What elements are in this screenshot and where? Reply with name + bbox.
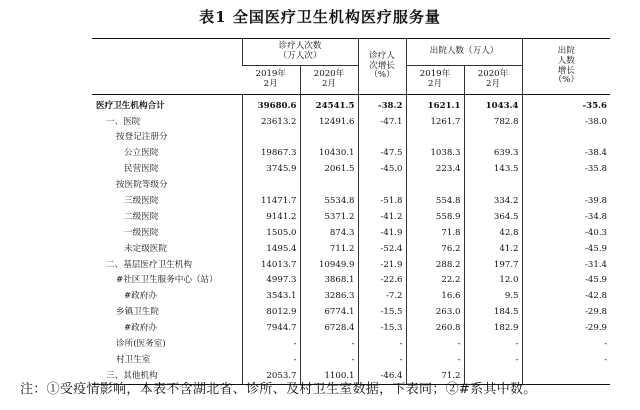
cell-discharge-2020: -: [464, 336, 522, 352]
row-label: [92, 241, 242, 257]
row-label: [92, 352, 242, 368]
header-visits-group: 诊疗人次数 （万人次）: [242, 39, 358, 66]
table-row: [92, 273, 610, 289]
cell-discharge-growth: -: [522, 336, 610, 352]
cell-visits-growth: -7.2: [358, 289, 406, 305]
cell-discharge-2019: 22.2: [406, 273, 464, 289]
cell-discharge-growth: -40.3: [522, 225, 610, 241]
cell-discharge-2020: 12.0: [464, 273, 522, 289]
cell-discharge-2020: 42.8: [464, 225, 522, 241]
cell-discharge-2019: 263.0: [406, 305, 464, 321]
row-label: [92, 114, 242, 130]
cell-discharge-2019: 1038.3: [406, 146, 464, 162]
cell-discharge-2020: -: [464, 352, 522, 368]
cell-visits-2020: 711.2: [300, 241, 358, 257]
cell-visits-2019: 9141.2: [242, 209, 300, 225]
cell-discharge-growth: -31.4: [522, 257, 610, 273]
row-label: 医疗卫生机构合计: [96, 100, 165, 111]
cell-discharge-2019: 71.2: [406, 368, 464, 384]
cell-visits-2020: 12491.6: [300, 114, 358, 130]
table-row: [92, 352, 610, 368]
cell-visits-2019: 23613.2: [242, 114, 300, 130]
cell-discharge-growth: -45.9: [522, 273, 610, 289]
cell-visits-2020: 3286.3: [300, 289, 358, 305]
header-discharge-growth: 出院 人数 增长 （%）: [522, 39, 610, 95]
cell-discharge-growth: -42.8: [522, 289, 610, 305]
cell-discharge-2020: 143.5: [464, 162, 522, 178]
row-label: [92, 336, 242, 352]
cell-visits-growth: -15.3: [358, 320, 406, 336]
cell-visits-growth: -46.4: [358, 368, 406, 384]
cell-discharge-growth: -29.8: [522, 305, 610, 321]
row-label-text: 公立医院: [124, 148, 159, 159]
table-row: [92, 257, 610, 273]
header-visits-2020: 2020年 2月: [300, 66, 358, 95]
row-label-text: 乡镇卫生院: [116, 307, 159, 318]
row-label-text: #政府办: [124, 323, 157, 334]
cell-discharge-2020: 364.5: [464, 209, 522, 225]
header-discharge-2020: 2020年 2月: [464, 66, 522, 95]
cell-discharge-growth: -29.9: [522, 320, 610, 336]
cell-visits-growth: -38.2: [358, 95, 406, 114]
cell-visits-2020: 2061.5: [300, 162, 358, 178]
table-body: [92, 95, 610, 385]
cell-visits-growth: -22.6: [358, 273, 406, 289]
cell-discharge-2020: [464, 177, 522, 193]
table-row: [92, 114, 610, 130]
row-label: [92, 289, 242, 305]
table-row: [92, 289, 610, 305]
cell-discharge-2019: 554.8: [406, 193, 464, 209]
cell-discharge-2020: 782.8: [464, 114, 522, 130]
cell-visits-2020: -: [300, 336, 358, 352]
row-label-text: 三级医院: [124, 195, 159, 206]
cell-discharge-2020: [464, 130, 522, 146]
row-label-text: #政府办: [124, 291, 157, 302]
header-discharge-2019: 2019年 2月: [406, 66, 464, 95]
table-row: [92, 177, 610, 193]
cell-discharge-2019: 71.8: [406, 225, 464, 241]
row-label-text: #社区卫生服务中心（站）: [116, 275, 218, 286]
row-label-text: 二级医院: [124, 211, 159, 222]
cell-visits-2019: 11471.7: [242, 193, 300, 209]
row-label-text: 村卫生室: [116, 354, 151, 365]
header-discharge-group: 出院人数（万人）: [406, 39, 522, 66]
row-label: [92, 209, 242, 225]
cell-discharge-growth: -38.4: [522, 146, 610, 162]
cell-visits-2019: -: [242, 336, 300, 352]
cell-visits-2019: 3745.9: [242, 162, 300, 178]
cell-visits-growth: -52.4: [358, 241, 406, 257]
table-title: 表1 全国医疗卫生机构医疗服务量: [199, 8, 441, 26]
row-label-text: 三、其他机构: [106, 370, 158, 381]
cell-visits-2019: 4997.3: [242, 273, 300, 289]
table-row: [92, 193, 610, 209]
table-row: [92, 305, 610, 321]
cell-visits-2019: 1495.4: [242, 241, 300, 257]
cell-visits-2020: 5534.8: [300, 193, 358, 209]
row-label: [92, 162, 242, 178]
cell-discharge-growth: -45.9: [522, 241, 610, 257]
cell-discharge-2019: 223.4: [406, 162, 464, 178]
cell-discharge-2019: [406, 177, 464, 193]
row-label-text: 按登记注册分: [116, 132, 168, 143]
cell-discharge-2020: 182.9: [464, 320, 522, 336]
cell-visits-2020: 10949.9: [300, 257, 358, 273]
cell-visits-2019: [242, 177, 300, 193]
row-label-text: 诊所(医务室): [116, 339, 166, 349]
cell-visits-2019: 8012.9: [242, 305, 300, 321]
cell-visits-2020: -: [300, 352, 358, 368]
header-visits-2019: 2019年 2月: [255, 69, 286, 89]
cell-visits-2019: 14013.7: [242, 257, 300, 273]
cell-discharge-2019: 1621.1: [406, 95, 464, 114]
row-label: [92, 177, 242, 193]
cell-discharge-2020: 41.2: [464, 241, 522, 257]
cell-discharge-2019: 1261.7: [406, 114, 464, 130]
cell-visits-growth: -51.8: [358, 193, 406, 209]
cell-visits-2019: 39680.6: [242, 95, 300, 114]
cell-visits-2019: 3543.1: [242, 289, 300, 305]
row-label-text: 一、医院: [106, 116, 141, 127]
cell-visits-growth: -41.9: [358, 225, 406, 241]
cell-visits-2020: 6728.4: [300, 320, 358, 336]
cell-discharge-2020: 184.5: [464, 305, 522, 321]
cell-discharge-2020: 334.2: [464, 193, 522, 209]
cell-discharge-2019: 288.2: [406, 257, 464, 273]
cell-visits-growth: -47.5: [358, 146, 406, 162]
row-label: [92, 257, 242, 273]
cell-discharge-growth: [522, 130, 610, 146]
cell-discharge-2020: 197.7: [464, 257, 522, 273]
cell-visits-2019: 19867.3: [242, 146, 300, 162]
row-label: [92, 146, 242, 162]
cell-discharge-growth: -35.6: [522, 95, 610, 114]
cell-visits-2019: -: [242, 352, 300, 368]
row-label: [92, 225, 242, 241]
cell-discharge-growth: -35.8: [522, 162, 610, 178]
cell-visits-2020: 5371.2: [300, 209, 358, 225]
cell-visits-2019: 2053.7: [242, 368, 300, 384]
cell-discharge-2019: [406, 130, 464, 146]
row-label: [92, 305, 242, 321]
cell-discharge-2019: -: [406, 336, 464, 352]
cell-discharge-2019: 558.9: [406, 209, 464, 225]
cell-visits-2020: 24541.5: [300, 95, 358, 114]
table-row: [92, 146, 610, 162]
cell-visits-growth: -47.1: [358, 114, 406, 130]
row-label: [92, 273, 242, 289]
cell-visits-2020: 874.3: [300, 225, 358, 241]
cell-discharge-2020: 639.3: [464, 146, 522, 162]
row-label-text: 一级医院: [124, 227, 159, 238]
table-row: [92, 130, 610, 146]
cell-discharge-growth: -39.8: [522, 193, 610, 209]
row-label: [92, 320, 242, 336]
cell-visits-2020: 10430.1: [300, 146, 358, 162]
cell-discharge-growth: [522, 177, 610, 193]
row-label: [92, 193, 242, 209]
table-row: [92, 225, 610, 241]
service-volume-table: [92, 38, 610, 385]
cell-visits-growth: -: [358, 336, 406, 352]
cell-visits-2020: 3868.1: [300, 273, 358, 289]
cell-visits-growth: [358, 130, 406, 146]
cell-discharge-2020: 1043.4: [464, 95, 522, 114]
row-label-text: 按医院等级分: [116, 180, 168, 191]
table-row-total: [92, 95, 610, 114]
cell-visits-2020: [300, 130, 358, 146]
cell-visits-2019: [242, 130, 300, 146]
cell-discharge-2019: 16.6: [406, 289, 464, 305]
cell-discharge-2019: 260.8: [406, 320, 464, 336]
row-label-text: 二、基层医疗卫生机构: [106, 259, 192, 270]
cell-visits-2020: 1100.1: [300, 368, 358, 384]
header-institution: [92, 39, 242, 95]
cell-visits-growth: [358, 177, 406, 193]
cell-discharge-growth: -34.8: [522, 209, 610, 225]
table-footnote: 注：①受疫情影响，本表不含湖北省、诊所、及村卫生室数据，下表同；②#系其中数。: [20, 382, 537, 397]
cell-discharge-growth: -: [522, 352, 610, 368]
cell-visits-2020: 6774.1: [300, 305, 358, 321]
cell-visits-growth: -: [358, 352, 406, 368]
cell-visits-2020: [300, 177, 358, 193]
cell-discharge-2019: 76.2: [406, 241, 464, 257]
table-row: [92, 209, 610, 225]
row-label-text: 民营医院: [124, 164, 159, 175]
cell-discharge-growth: -38.0: [522, 114, 610, 130]
cell-discharge-2020: 9.5: [464, 289, 522, 305]
cell-visits-growth: -15.5: [358, 305, 406, 321]
cell-discharge-2019: -: [406, 352, 464, 368]
table-row: [92, 241, 610, 257]
row-label-text: 未定级医院: [124, 243, 167, 254]
table-row: [92, 320, 610, 336]
cell-visits-growth: -41.2: [358, 209, 406, 225]
table-row: [92, 336, 610, 352]
table-row: [92, 162, 610, 178]
cell-visits-2019: 1505.0: [242, 225, 300, 241]
row-label: [92, 130, 242, 146]
cell-visits-growth: -45.0: [358, 162, 406, 178]
header-visits-growth: 诊疗人 次增长 （%）: [358, 39, 406, 95]
cell-visits-growth: -21.9: [358, 257, 406, 273]
cell-visits-2019: 7944.7: [242, 320, 300, 336]
